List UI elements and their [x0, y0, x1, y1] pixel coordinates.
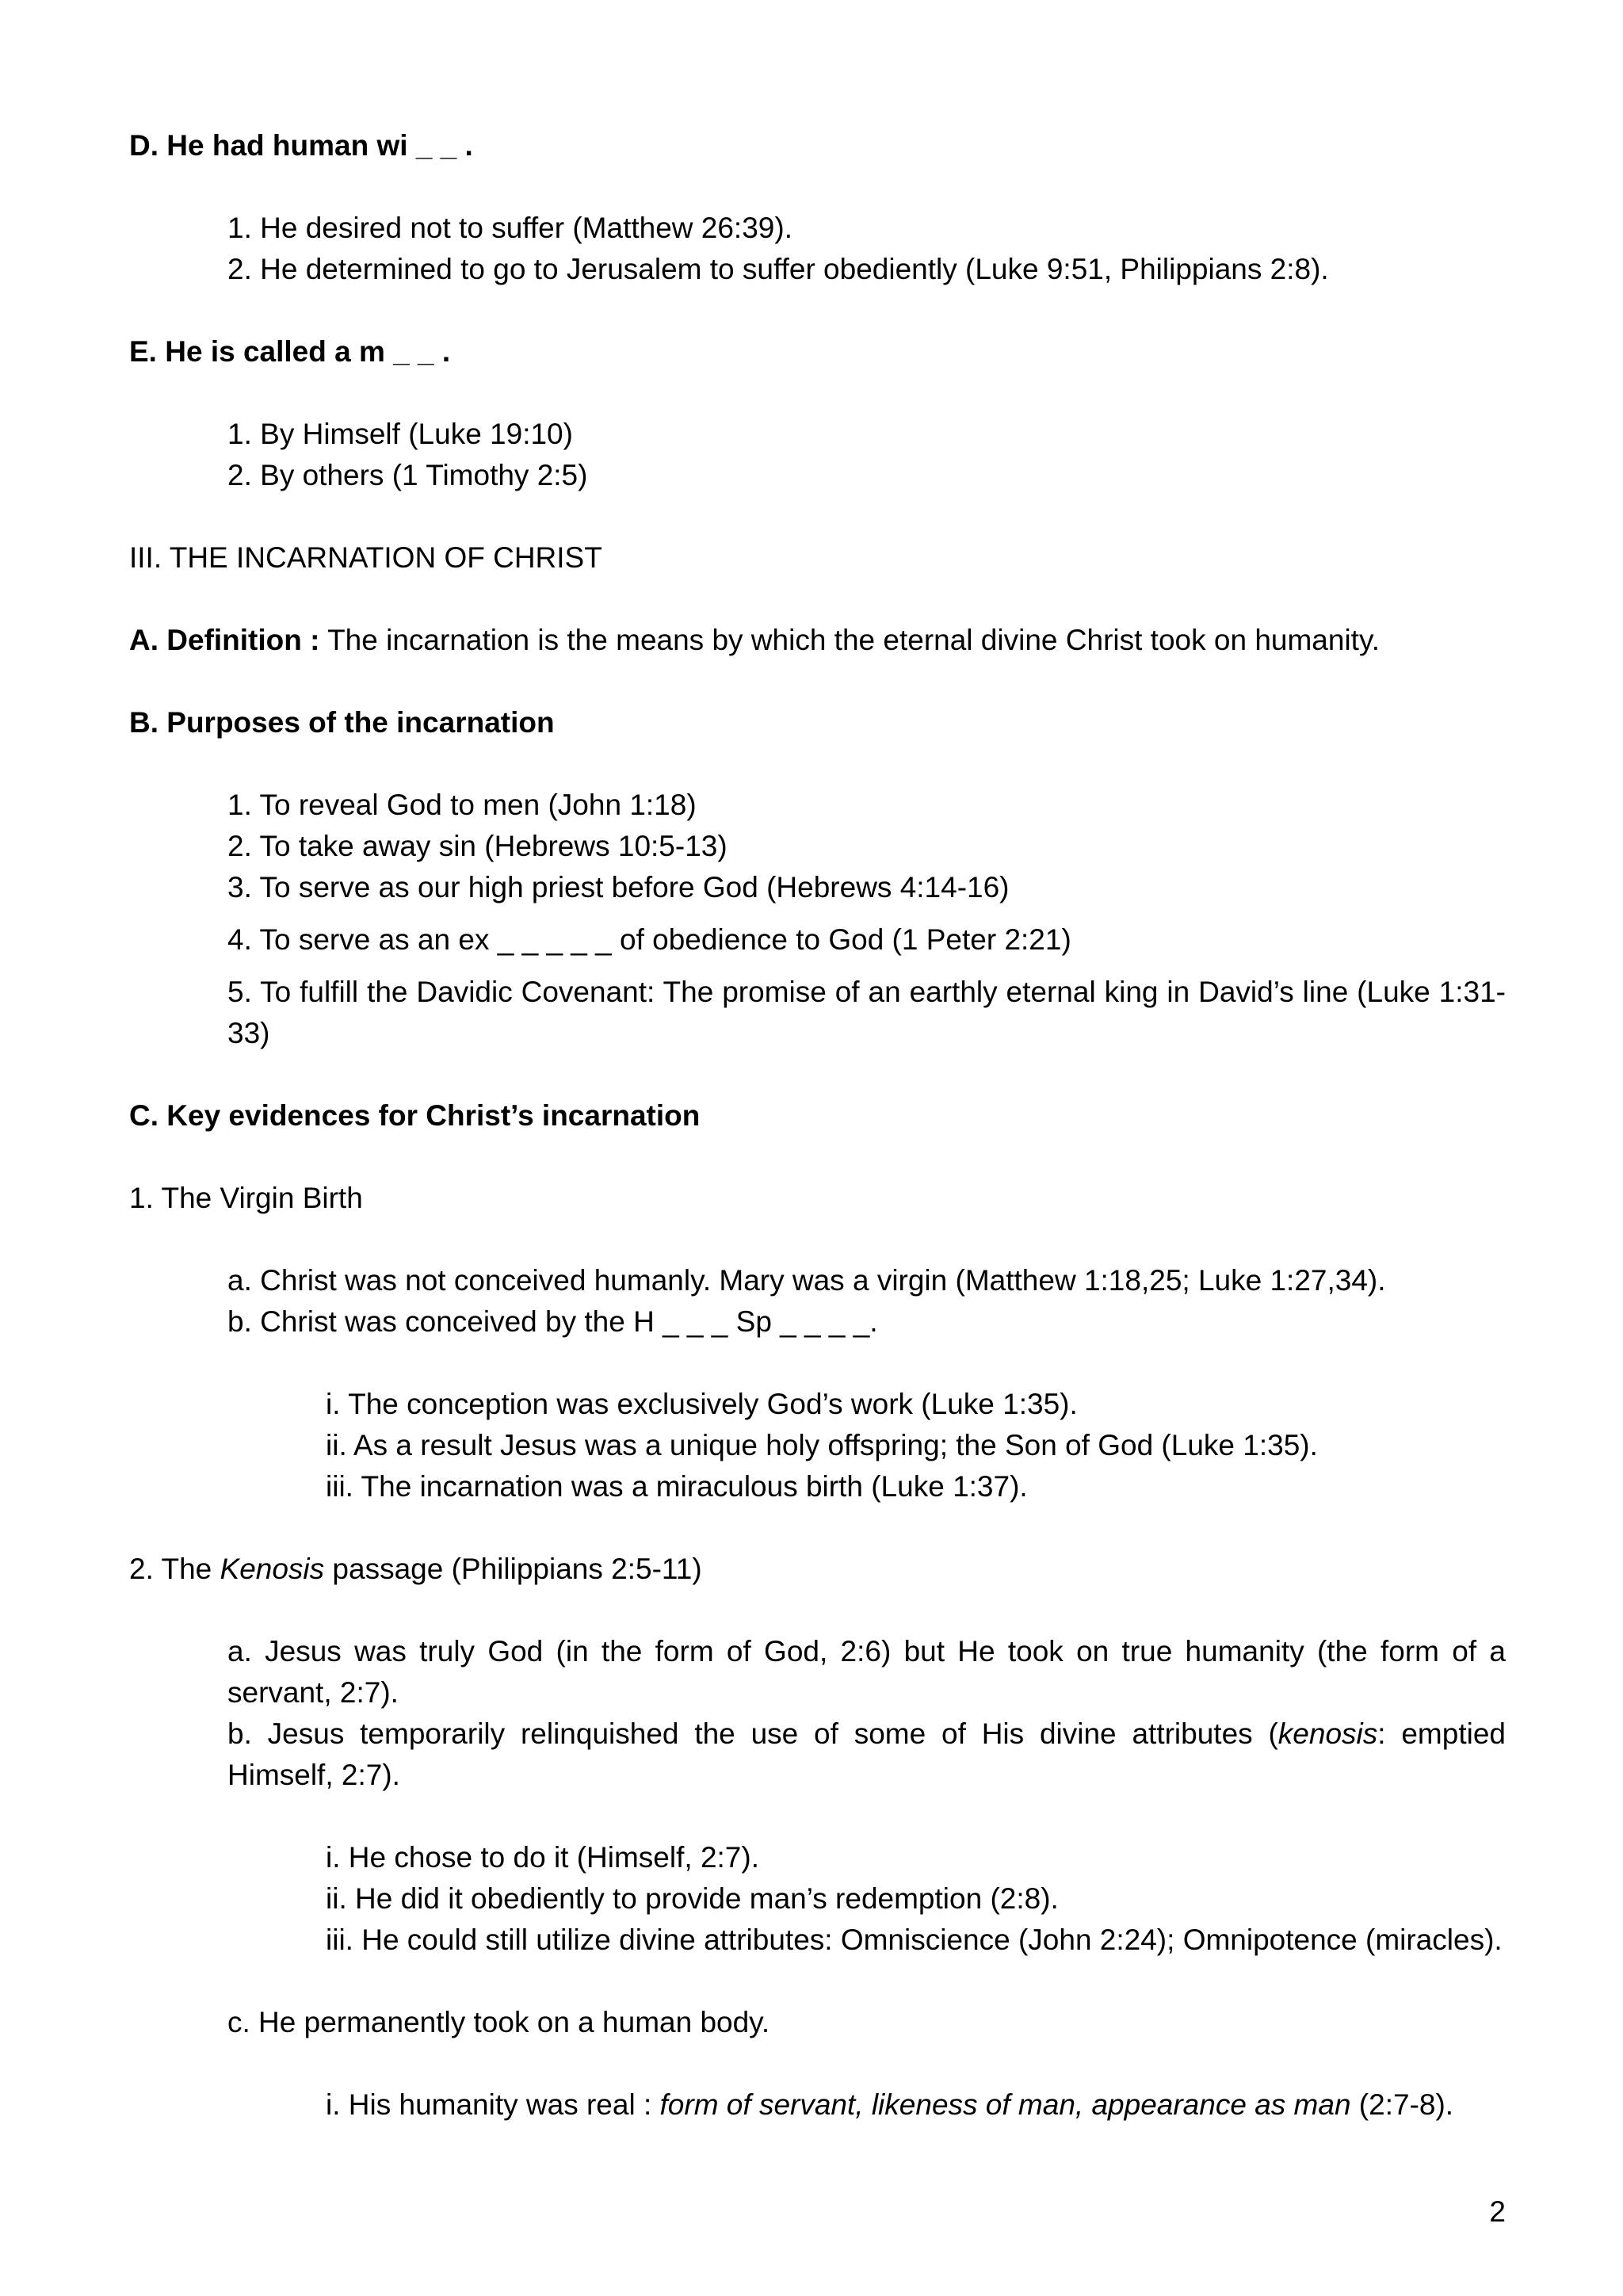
- kenosis-title-italic: Kenosis: [220, 1553, 325, 1585]
- kenosis-b-sub-iii: iii. He could still utilize divine attributes: Omniscience (John 2:24); Omnipotence (miracles).: [326, 1924, 1503, 1956]
- definition-label: A. Definition :: [129, 624, 320, 656]
- purpose-item-3: 3. To serve as our high priest before God (Hebrews 4:14-16): [227, 871, 1010, 904]
- virgin-birth-sub-ii: ii. As a result Jesus was a unique holy offspring; the Son of God (Luke 1:35).: [326, 1429, 1318, 1461]
- kenosis-b-post: : emptied Himself, 2:7).: [227, 1717, 1506, 1791]
- definition-paragraph: [129, 620, 1506, 661]
- kenosis-c-sub-pre: i. His humanity was real :: [326, 2088, 660, 2121]
- section-d-item-2: 2. He determined to go to Jerusalem to suffer obediently (Luke 9:51, Philippians 2:8).: [227, 253, 1329, 285]
- kenosis-title-post: passage (Philippians 2:5-11): [324, 1553, 702, 1585]
- virgin-birth-sub-i: i. The conception was exclusively God’s work (Luke 1:35).: [326, 1388, 1078, 1420]
- section-e-item-1: 1. By Himself (Luke 19:10): [227, 418, 573, 450]
- virgin-birth-title: 1. The Virgin Birth: [129, 1182, 363, 1214]
- purpose-item-1: 1. To reveal God to men (John 1:18): [227, 789, 697, 821]
- evidences-heading: C. Key evidences for Christ’s incarnation: [129, 1099, 701, 1132]
- kenosis-c-sub-post: (2:7-8).: [1350, 2088, 1454, 2121]
- kenosis-title: [129, 1549, 1506, 1590]
- kenosis-b: [129, 1713, 1506, 1796]
- section-d-item-1: 1. He desired not to suffer (Matthew 26:39).: [227, 212, 792, 244]
- document-page: [129, 125, 1506, 2126]
- purposes-heading: B. Purposes of the incarnation: [129, 706, 555, 739]
- virgin-birth-sub-iii: iii. The incarnation was a miraculous birth (Luke 1:37).: [326, 1470, 1028, 1503]
- kenosis-b-pre: b. Jesus temporarily relinquished the use of some of His divine attributes (: [227, 1717, 1278, 1750]
- purpose-item-2: 2. To take away sin (Hebrews 10:5-13): [227, 830, 727, 862]
- section-e-item-2: 2. By others (1 Timothy 2:5): [227, 459, 588, 491]
- page-number: 2: [1489, 2195, 1506, 2228]
- definition-text: The incarnation is the means by which the eternal divine Christ took on humanity.: [319, 624, 1380, 656]
- section-d-heading: D. He had human wi _ _ .: [129, 129, 473, 162]
- kenosis-c: c. He permanently took on a human body.: [227, 2006, 770, 2038]
- virgin-birth-a: a. Christ was not conceived humanly. Mary was a virgin (Matthew 1:18,25; Luke 1:27,34).: [227, 1264, 1386, 1297]
- kenosis-title-pre: 2. The: [129, 1553, 220, 1585]
- purpose-item-5: 5. To fulfill the Davidic Covenant: The promise of an earthly eternal king in David’s line (Luke 1:31-33): [227, 976, 1506, 1049]
- virgin-birth-b: b. Christ was conceived by the H _ _ _ Sp _ _ _ _.: [227, 1305, 878, 1338]
- section-e-heading: E. He is called a m _ _ .: [129, 335, 451, 368]
- kenosis-b-italic: kenosis: [1277, 1717, 1378, 1750]
- kenosis-b-sub-ii: ii. He did it obediently to provide man’s redemption (2:8).: [326, 1882, 1059, 1915]
- kenosis-c-sub-italic: form of servant, likeness of man, appearance as man: [659, 2088, 1351, 2121]
- part-iii-heading: III. THE INCARNATION OF CHRIST: [129, 541, 602, 574]
- purpose-item-4: 4. To serve as an ex _ _ _ _ _ of obedience to God (1 Peter 2:21): [227, 923, 1071, 956]
- kenosis-b-sub-i: i. He chose to do it (Himself, 2:7).: [326, 1841, 759, 1874]
- kenosis-a: a. Jesus was truly God (in the form of God, 2:6) but He took on true humanity (the form of a servant, 2:7).: [227, 1635, 1506, 1709]
- kenosis-c-sub-i: [129, 2084, 1506, 2126]
